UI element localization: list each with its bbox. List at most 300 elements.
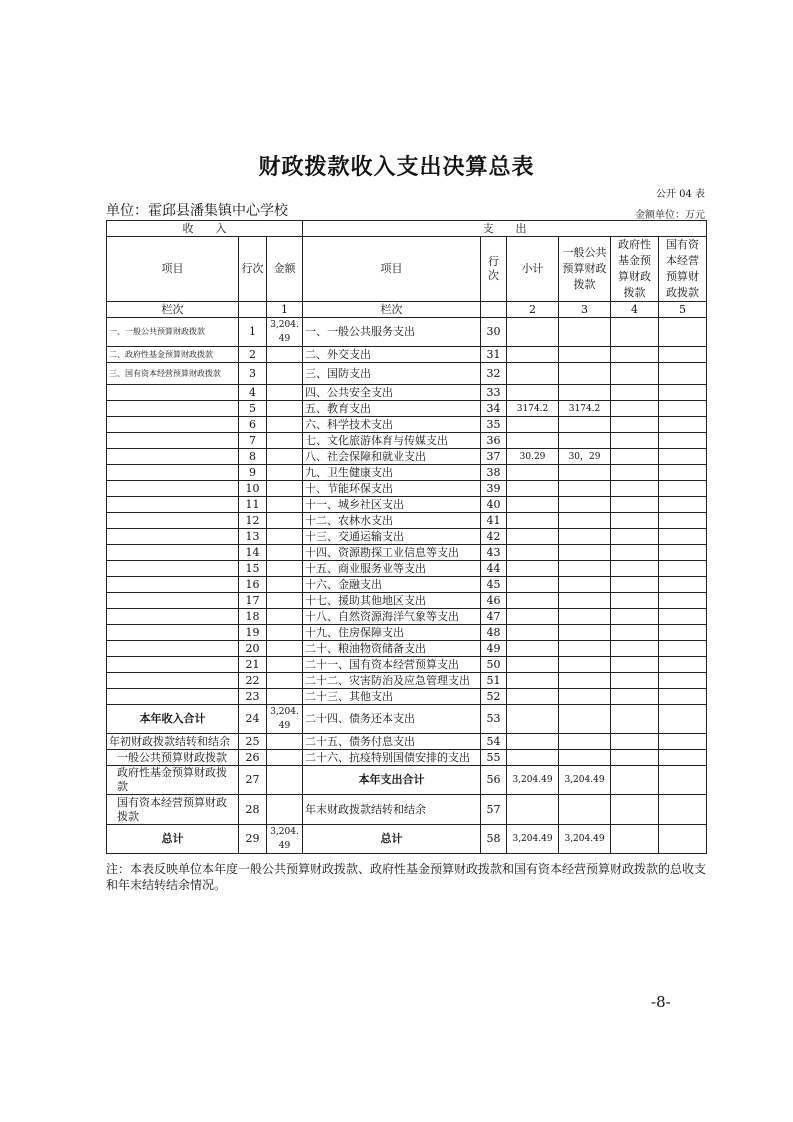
income-line-cell: 5 [239,401,267,417]
income-amount-cell [267,750,303,766]
fund-budget-cell [611,673,659,689]
income-amount-cell: 3,204.49 [267,825,303,854]
income-item-cell [107,609,239,625]
subtotal-cell: 3174.2 [507,401,559,417]
income-amount-cell: 3,204.49 [267,705,303,734]
income-line-cell: 25 [239,734,267,750]
fund-budget-cell [611,401,659,417]
general-budget-cell [559,318,611,347]
general-budget-cell [559,513,611,529]
state-capital-cell [659,529,707,545]
general-budget-cell [559,545,611,561]
table-row [107,363,707,385]
page-title: 财政拨款收入支出决算总表 [258,154,535,180]
expense-line-cell: 32 [481,363,507,385]
general-budget-cell [559,433,611,449]
subtotal-cell [507,481,559,497]
table-row [107,481,707,497]
expense-line-cell: 55 [481,750,507,766]
expense-item-cell: 三、国防支出 [303,363,481,385]
income-line-cell: 9 [239,465,267,481]
income-item-cell [107,465,239,481]
general-budget-cell [559,481,611,497]
income-line-cell: 21 [239,657,267,673]
unit-label: 单位：霍邱县潘集镇中心学校 [106,203,288,219]
state-capital-cell [659,385,707,401]
general-budget-cell [559,734,611,750]
col-income-line: 行次 [239,237,267,302]
expense-item-cell: 本年支出合计 [303,766,481,795]
income-item-cell: 二、政府性基金预算财政拨款 [107,347,239,363]
subtotal-cell [507,795,559,825]
col-expense-line: 行次 [481,237,507,302]
general-budget-cell [559,657,611,673]
income-amount-cell [267,734,303,750]
income-item-cell: 政府性基金预算财政拨款 [107,766,239,795]
expense-line-cell: 44 [481,561,507,577]
expense-item-cell: 十七、援助其他地区支出 [303,593,481,609]
state-capital-cell [659,347,707,363]
expense-line-cell: 40 [481,497,507,513]
general-budget-cell [559,529,611,545]
expense-item-cell: 七、文化旅游体育与传媒支出 [303,433,481,449]
income-line-cell: 12 [239,513,267,529]
column-header-row [107,237,707,302]
fund-budget-cell [611,545,659,561]
subtotal-cell [507,545,559,561]
state-capital-cell [659,401,707,417]
expense-line-cell: 39 [481,481,507,497]
expense-line-cell: 41 [481,513,507,529]
general-budget-cell [559,363,611,385]
state-capital-cell [659,417,707,433]
fund-budget-cell [611,513,659,529]
table-row [107,449,707,465]
general-budget-cell [559,705,611,734]
col-expense-item: 项目 [303,237,481,302]
state-capital-cell [659,449,707,465]
general-budget-cell: 3174.2 [559,401,611,417]
income-line-cell: 3 [239,363,267,385]
income-item-cell: 一般公共预算财政拨款 [107,750,239,766]
expense-line-cell: 45 [481,577,507,593]
subtotal-cell [507,625,559,641]
income-amount-cell [267,497,303,513]
income-line-cell: 18 [239,609,267,625]
general-budget-cell [559,609,611,625]
subtotal-cell [507,750,559,766]
expense-item-cell: 二十一、国有资本经营预算支出 [303,657,481,673]
fund-budget-cell [611,657,659,673]
income-line-cell: 27 [239,766,267,795]
state-capital-cell [659,609,707,625]
table-row [107,417,707,433]
state-capital-cell [659,545,707,561]
expense-item-cell: 年末财政拨款结转和结余 [303,795,481,825]
income-item-cell [107,673,239,689]
general-budget-cell [559,641,611,657]
income-amount-cell [267,385,303,401]
fund-budget-cell [611,481,659,497]
income-line-cell: 11 [239,497,267,513]
income-amount-cell [267,673,303,689]
income-item-cell [107,657,239,673]
lanci-n4: 4 [611,302,659,318]
subtotal-cell [507,641,559,657]
state-capital-cell [659,561,707,577]
general-budget-cell [559,593,611,609]
income-item-cell: 总计 [107,825,239,854]
fund-budget-cell [611,529,659,545]
subtotal-cell [507,385,559,401]
fund-budget-cell [611,577,659,593]
fund-budget-cell [611,347,659,363]
subtotal-cell [507,593,559,609]
table-row [107,513,707,529]
table-row [107,750,707,766]
income-line-cell: 2 [239,347,267,363]
fund-budget-cell [611,385,659,401]
income-amount-cell [267,561,303,577]
expense-item-cell: 二十、粮油物资储备支出 [303,641,481,657]
expense-item-cell: 十五、商业服务业等支出 [303,561,481,577]
income-line-cell: 14 [239,545,267,561]
table-row [107,705,707,734]
income-line-cell: 26 [239,750,267,766]
expense-line-cell: 50 [481,657,507,673]
budget-table [106,220,707,854]
expense-line-cell: 47 [481,609,507,625]
income-line-cell: 17 [239,593,267,609]
fund-budget-cell [611,795,659,825]
income-amount-cell [267,363,303,385]
empty-cell [481,302,507,318]
subtotal-cell [507,318,559,347]
lanci-n1: 1 [267,302,303,318]
col-income-item: 项目 [107,237,239,302]
state-capital-cell [659,689,707,705]
expense-item-cell: 二十四、债务还本支出 [303,705,481,734]
income-amount-cell [267,513,303,529]
subtotal-cell [507,433,559,449]
income-amount-cell [267,545,303,561]
lanci-row [107,302,707,318]
subtotal-cell: 30.29 [507,449,559,465]
general-budget-cell [559,347,611,363]
income-item-cell [107,417,239,433]
expense-item-cell: 十三、交通运输支出 [303,529,481,545]
income-line-cell: 7 [239,433,267,449]
expense-item-cell: 二十二、灾害防治及应急管理支出 [303,673,481,689]
income-line-cell: 19 [239,625,267,641]
table-row [107,825,707,854]
subtotal-cell [507,577,559,593]
subtotal-cell [507,465,559,481]
table-row [107,593,707,609]
income-item-cell [107,497,239,513]
income-item-cell [107,513,239,529]
table-row [107,625,707,641]
income-line-cell: 4 [239,385,267,401]
expense-item-cell: 十六、金融支出 [303,577,481,593]
income-amount-cell [267,529,303,545]
expense-line-cell: 58 [481,825,507,854]
table-row [107,561,707,577]
expense-line-cell: 48 [481,625,507,641]
section-header-row [107,221,707,237]
fund-budget-cell [611,689,659,705]
lanci-n3: 3 [559,302,611,318]
expense-line-cell: 52 [481,689,507,705]
state-capital-cell [659,795,707,825]
col-income-amount: 金额 [267,237,303,302]
expense-item-cell: 二十五、债务付息支出 [303,734,481,750]
income-line-cell: 29 [239,825,267,854]
fund-budget-cell [611,433,659,449]
empty-cell [239,302,267,318]
income-item-cell [107,449,239,465]
income-line-cell: 13 [239,529,267,545]
income-line-cell: 28 [239,795,267,825]
income-line-cell: 23 [239,689,267,705]
expense-line-cell: 34 [481,401,507,417]
table-row [107,385,707,401]
expense-item-cell: 二十六、抗疫特别国债安排的支出 [303,750,481,766]
money-unit-label: 金额单位：万元 [635,210,705,221]
income-amount-cell [267,465,303,481]
fund-budget-cell [611,766,659,795]
fund-budget-cell [611,497,659,513]
col-fund-budget: 政府性基金预算财政拨款 [611,237,659,302]
expense-item-cell: 十、节能环保支出 [303,481,481,497]
income-line-cell: 1 [239,318,267,347]
expense-item-cell: 十四、资源勘探工业信息等支出 [303,545,481,561]
general-budget-cell: 30，29 [559,449,611,465]
income-line-cell: 24 [239,705,267,734]
table-row [107,795,707,825]
income-item-cell [107,545,239,561]
general-budget-cell [559,673,611,689]
table-row [107,689,707,705]
income-item-cell [107,385,239,401]
expense-line-cell: 33 [481,385,507,401]
income-item-cell [107,625,239,641]
state-capital-cell [659,641,707,657]
col-general-budget: 一般公共预算财政拨款 [559,237,611,302]
income-item-cell [107,433,239,449]
expense-line-cell: 31 [481,347,507,363]
fund-budget-cell [611,449,659,465]
general-budget-cell: 3,204.49 [559,825,611,854]
income-item-cell: 三、国有资本经营预算财政拨款 [107,363,239,385]
general-budget-cell [559,689,611,705]
expense-line-cell: 46 [481,593,507,609]
income-line-cell: 16 [239,577,267,593]
general-budget-cell [559,417,611,433]
fund-budget-cell [611,734,659,750]
income-line-cell: 8 [239,449,267,465]
state-capital-cell [659,497,707,513]
fund-budget-cell [611,417,659,433]
table-row [107,641,707,657]
table-row [107,577,707,593]
expense-line-cell: 56 [481,766,507,795]
fund-budget-cell [611,363,659,385]
state-capital-cell [659,513,707,529]
income-amount-cell [267,766,303,795]
general-budget-cell [559,385,611,401]
income-amount-cell [267,625,303,641]
table-row [107,657,707,673]
state-capital-cell [659,593,707,609]
expense-item-cell: 二十三、其他支出 [303,689,481,705]
fund-budget-cell [611,593,659,609]
income-amount-cell [267,449,303,465]
expense-line-cell: 53 [481,705,507,734]
income-amount-cell [267,347,303,363]
table-row [107,433,707,449]
state-capital-cell [659,363,707,385]
fund-budget-cell [611,318,659,347]
fund-budget-cell [611,641,659,657]
expense-line-cell: 42 [481,529,507,545]
income-amount-cell [267,795,303,825]
footnote: 注：本表反映单位本年度一般公共预算财政拨款、政府性基金预算财政拨款和国有资本经营预算财政拨款的总收支和年末结转结余情况。 [106,862,707,892]
table-row [107,766,707,795]
lanci-expense: 栏次 [303,302,481,318]
expense-line-cell: 36 [481,433,507,449]
income-item-cell [107,529,239,545]
form-code: 公开 04 表 [655,189,705,200]
expense-line-cell: 49 [481,641,507,657]
subtotal-cell: 3,204.49 [507,825,559,854]
state-capital-cell [659,705,707,734]
table-row [107,673,707,689]
subtotal-cell [507,529,559,545]
subtotal-cell [507,347,559,363]
general-budget-cell [559,465,611,481]
subtotal-cell [507,417,559,433]
income-header: 收 入 [107,221,303,237]
state-capital-cell [659,625,707,641]
income-amount-cell: 3,204.49 [267,318,303,347]
expense-item-cell: 六、科学技术支出 [303,417,481,433]
income-line-cell: 10 [239,481,267,497]
state-capital-cell [659,750,707,766]
subtotal-cell [507,561,559,577]
income-amount-cell [267,417,303,433]
expense-line-cell: 37 [481,449,507,465]
state-capital-cell [659,825,707,854]
subtotal-cell [507,689,559,705]
state-capital-cell [659,577,707,593]
subtotal-cell [507,363,559,385]
fund-budget-cell [611,609,659,625]
expense-item-cell: 十一、城乡社区支出 [303,497,481,513]
fund-budget-cell [611,825,659,854]
fund-budget-cell [611,465,659,481]
expense-item-cell: 十九、住房保障支出 [303,625,481,641]
expense-item-cell: 四、公共安全支出 [303,385,481,401]
expense-item-cell: 八、社会保障和就业支出 [303,449,481,465]
general-budget-cell [559,497,611,513]
income-item-cell [107,561,239,577]
general-budget-cell [559,561,611,577]
expense-item-cell: 九、卫生健康支出 [303,465,481,481]
state-capital-cell [659,673,707,689]
income-item-cell: 一、一般公共预算财政拨款 [107,318,239,347]
table-row [107,401,707,417]
state-capital-cell [659,657,707,673]
expense-item-cell: 总计 [303,825,481,854]
subtotal-cell [507,497,559,513]
general-budget-cell [559,577,611,593]
state-capital-cell [659,734,707,750]
income-amount-cell [267,593,303,609]
income-item-cell: 国有资本经营预算财政拨款 [107,795,239,825]
income-amount-cell [267,433,303,449]
table-body [107,221,707,854]
subtotal-cell [507,609,559,625]
income-amount-cell [267,657,303,673]
expense-line-cell: 43 [481,545,507,561]
income-item-cell [107,481,239,497]
income-amount-cell [267,609,303,625]
table-row [107,609,707,625]
table-row [107,347,707,363]
income-amount-cell [267,401,303,417]
subtotal-cell [507,734,559,750]
income-item-cell [107,641,239,657]
expense-header: 支 出 [303,221,707,237]
subtotal-cell [507,657,559,673]
expense-line-cell: 30 [481,318,507,347]
expense-item-cell: 五、教育支出 [303,401,481,417]
subtotal-cell [507,673,559,689]
expense-item-cell: 一、一般公共服务支出 [303,318,481,347]
table-row [107,497,707,513]
income-line-cell: 15 [239,561,267,577]
income-item-cell [107,593,239,609]
expense-line-cell: 35 [481,417,507,433]
income-line-cell: 6 [239,417,267,433]
table-row [107,318,707,347]
fund-budget-cell [611,750,659,766]
fund-budget-cell [611,561,659,577]
state-capital-cell [659,481,707,497]
income-item-cell [107,577,239,593]
lanci-income: 栏次 [107,302,239,318]
general-budget-cell: 3,204.49 [559,766,611,795]
fund-budget-cell [611,625,659,641]
expense-line-cell: 57 [481,795,507,825]
subtotal-cell [507,705,559,734]
expense-item-cell: 十二、农林水支出 [303,513,481,529]
general-budget-cell [559,625,611,641]
subtotal-cell [507,513,559,529]
col-state-capital: 国有资本经营预算财政拨款 [659,237,707,302]
table-row [107,734,707,750]
expense-item-cell: 二、外交支出 [303,347,481,363]
fund-budget-cell [611,705,659,734]
income-line-cell: 20 [239,641,267,657]
general-budget-cell [559,795,611,825]
income-line-cell: 22 [239,673,267,689]
income-item-cell: 年初财政拨款结转和结余 [107,734,239,750]
income-amount-cell [267,481,303,497]
income-amount-cell [267,641,303,657]
general-budget-cell [559,750,611,766]
